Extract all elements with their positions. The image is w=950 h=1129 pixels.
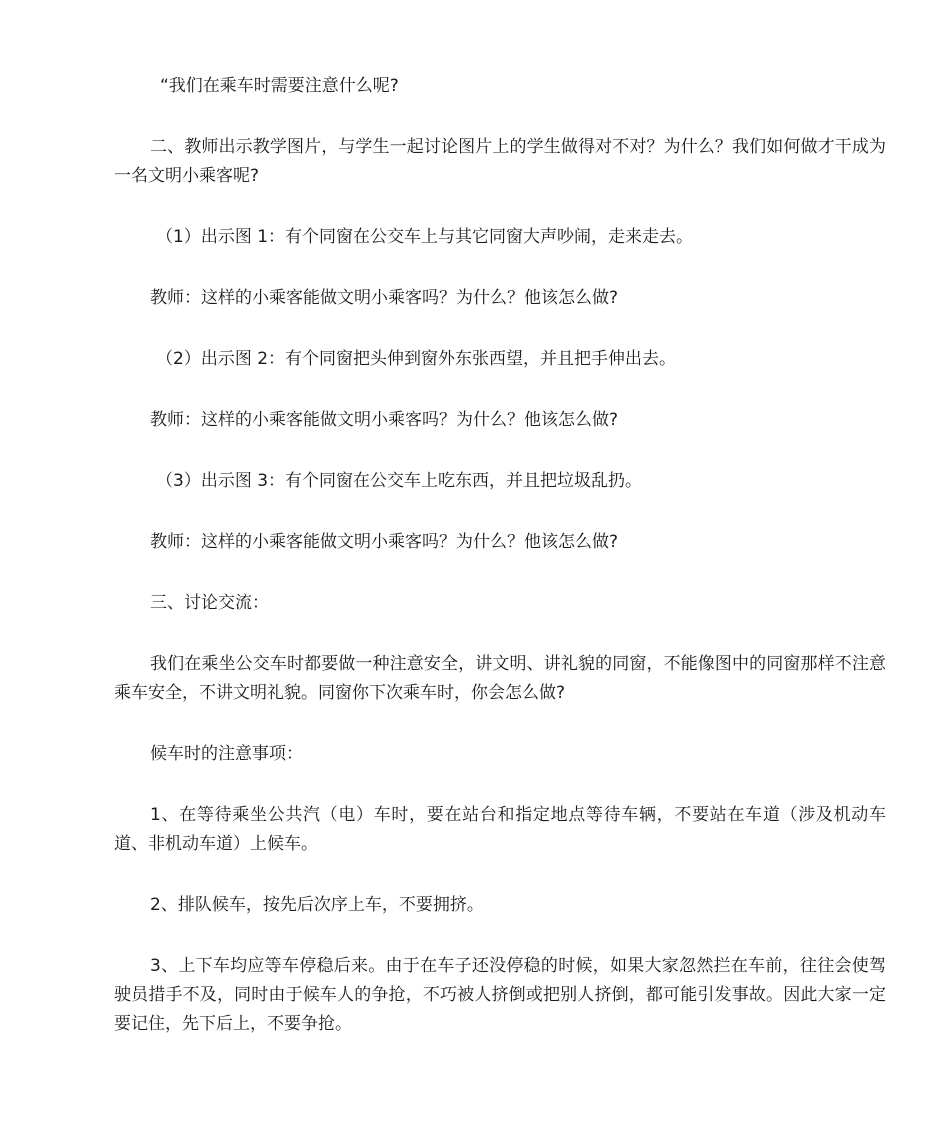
section-two-heading: 二、教师出示教学图片，与学生一起讨论图片上的学生做得对不对？为什么？我们如何做才干成为一名文明小乘客呢?	[114, 137, 886, 186]
teacher-question-3: 教师：这样的小乘客能做文明小乘客吗？为什么？他该怎么做?	[150, 532, 619, 552]
picture-2-description: （2）出示图 2：有个同窗把头伸到窗外东张西望，并且把手伸出去。	[156, 349, 677, 369]
teacher-question-1: 教师：这样的小乘客能做文明小乘客吗？为什么？他该怎么做?	[150, 288, 619, 308]
waiting-note-1: 1、在等待乘坐公共汽（电）车时，要在站台和指定地点等待车辆，不要站在车道（涉及机动车道、非机动车道）上候车。	[114, 805, 886, 854]
section-three-heading: 三、讨论交流：	[150, 593, 269, 613]
picture-1-description: （1）出示图 1：有个同窗在公交车上与其它同窗大声吵闹，走来走去。	[156, 227, 694, 247]
waiting-note-3: 3、上下车均应等车停稳后来。由于在车子还没停稳的时候，如果大家忽然拦在车前，往往会使驾驶员措手不及，同时由于候车人的争抢，不巧被人挤倒或把别人挤倒，都可能引发事故。因此大家一定要记住，先下后上，不要争抢。	[114, 956, 886, 1034]
teacher-question-2: 教师：这样的小乘客能做文明小乘客吗？为什么？他该怎么做?	[150, 410, 619, 430]
document-page	[114, 72, 886, 1071]
waiting-notes-heading: 候车时的注意事项：	[150, 744, 303, 764]
picture-3-description: （3）出示图 3：有个同窗在公交车上吃东西，并且把垃圾乱扔。	[156, 471, 643, 491]
waiting-note-2: 2、排队候车，按先后次序上车，不要拥挤。	[150, 895, 484, 915]
discussion-paragraph: 我们在乘坐公交车时都要做一种注意安全，讲文明、讲礼貌的同窗，不能像图中的同窗那样不注意乘车安全，不讲文明礼貌。同窗你下次乘车时，你会怎么做?	[114, 654, 886, 703]
intro-question: “我们在乘车时需要注意什么呢?	[160, 76, 399, 96]
